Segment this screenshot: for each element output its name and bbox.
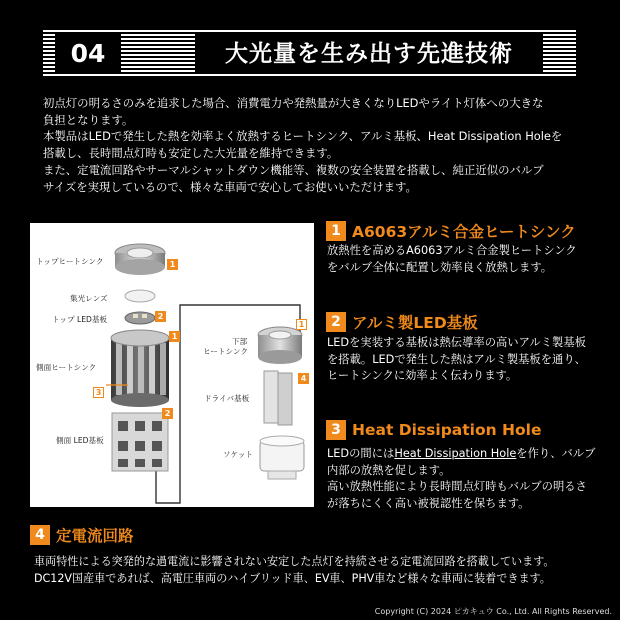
section-number: 04 [55,34,121,74]
label-top-led-board: トップ LED基板 [52,315,108,324]
intro-line: 本製品はLEDで発生した熱を効率よく放熱するヒートシンク、アルミ基板、Heat Dissipation Holeを [43,129,563,144]
feature-title: アルミ製LED基板 [352,314,478,332]
feature-number: 1 [326,221,346,241]
feature-number: 4 [30,525,50,545]
badge: 1 [296,319,307,330]
label-side-led-board: 側面 LED基板 [56,436,104,445]
intro-line: 搭載し、長時間点灯時も安定した大光量を維持できます。 [43,146,339,161]
feature-line: を搭載。LEDで発生した熱はアルミ製基板を通り、 [327,352,586,366]
feature-line: 内部の放熱を促します。 [327,463,451,477]
intro-line: 初点灯の明るさのみを追求した場合、消費電力や発熱量が大きくなりLEDやライト灯体への大きな [43,96,544,110]
badge: 1 [169,331,180,342]
feature-body [34,553,555,587]
feature-number: 2 [326,312,346,332]
feature-heading [326,419,542,441]
feature-line: 高い放熱性能により長時間点灯時もバルブの明るさ [327,480,587,493]
feature-line: が落ちにくく高い被視認性を保ちます。 [327,496,530,510]
label-lower-heatsink: ヒートシンク [203,347,248,356]
feature-line: 放熱性を高めるA6063アルミ合金製ヒートシンク [327,244,577,257]
feature-line: DC12V国産車であれば、高電圧車両のハイブリッド車、EV車、PHV車など様々な車両に装着できます。 [34,572,551,585]
exploded-diagram [30,223,314,507]
label-lens: 集光レンズ [70,294,108,303]
feature-number: 3 [326,420,346,440]
badge: 2 [155,311,166,322]
feature-title: 定電流回路 [56,527,134,545]
feature-line: ヒートシンクに効率よく伝わります。 [327,369,518,382]
feature-title: Heat Dissipation Hole [352,421,542,439]
feature-text: を作り、バルブ [516,447,596,460]
feature-body [327,243,577,276]
feature-line [327,446,595,463]
feature-line: LEDを実装する基板は熱伝導率の高いアルミ製基板 [327,336,586,349]
intro-line: 負担となります。 [43,112,134,127]
feature-body [327,446,595,512]
intro-text [43,95,583,195]
feature-body [327,335,586,385]
label-socket: ソケット [223,450,253,459]
label-driver-board: ドライバ基板 [204,394,250,403]
intro-line: サイズを実現しているので、様々な車両で安心してお使いいただけます。 [43,179,417,194]
label-top-heatsink: トップヒートシンク [36,257,104,266]
feature-text: LEDの間には [327,447,395,460]
copyright: Copyright (C) 2024 ピカキュウ Co., Ltd. All Rights Reserved. [374,607,612,616]
section-banner [43,30,576,78]
label-lower-heatsink: 下部 [232,337,248,346]
feature-heading [30,524,134,546]
feature-title: A6063アルミ合金ヒートシンク [352,223,576,241]
feature-heading [326,311,478,333]
badge: 4 [298,373,309,384]
label-side-heatsink: 側面ヒートシンク [36,363,97,372]
section-title: 大光量を生み出す先進技術 [195,34,543,74]
badge: 1 [167,259,178,270]
badge: 2 [162,408,173,419]
badge: 3 [93,387,104,398]
feature-text-underlined: Heat Dissipation Hole [394,447,517,460]
feature-line: 車両特性による突発的な過電流に影響されない安定した点灯を持続させる定電流回路を搭載しています。 [34,555,555,568]
feature-line: をバルブ全体に配置し効率良く放熱します。 [327,260,553,274]
feature-heading [326,220,576,242]
intro-line: また、定電流回路やサーマルシャットダウン機能等、複数の安全装置を搭載し、純正近似のバルブ [43,162,544,177]
